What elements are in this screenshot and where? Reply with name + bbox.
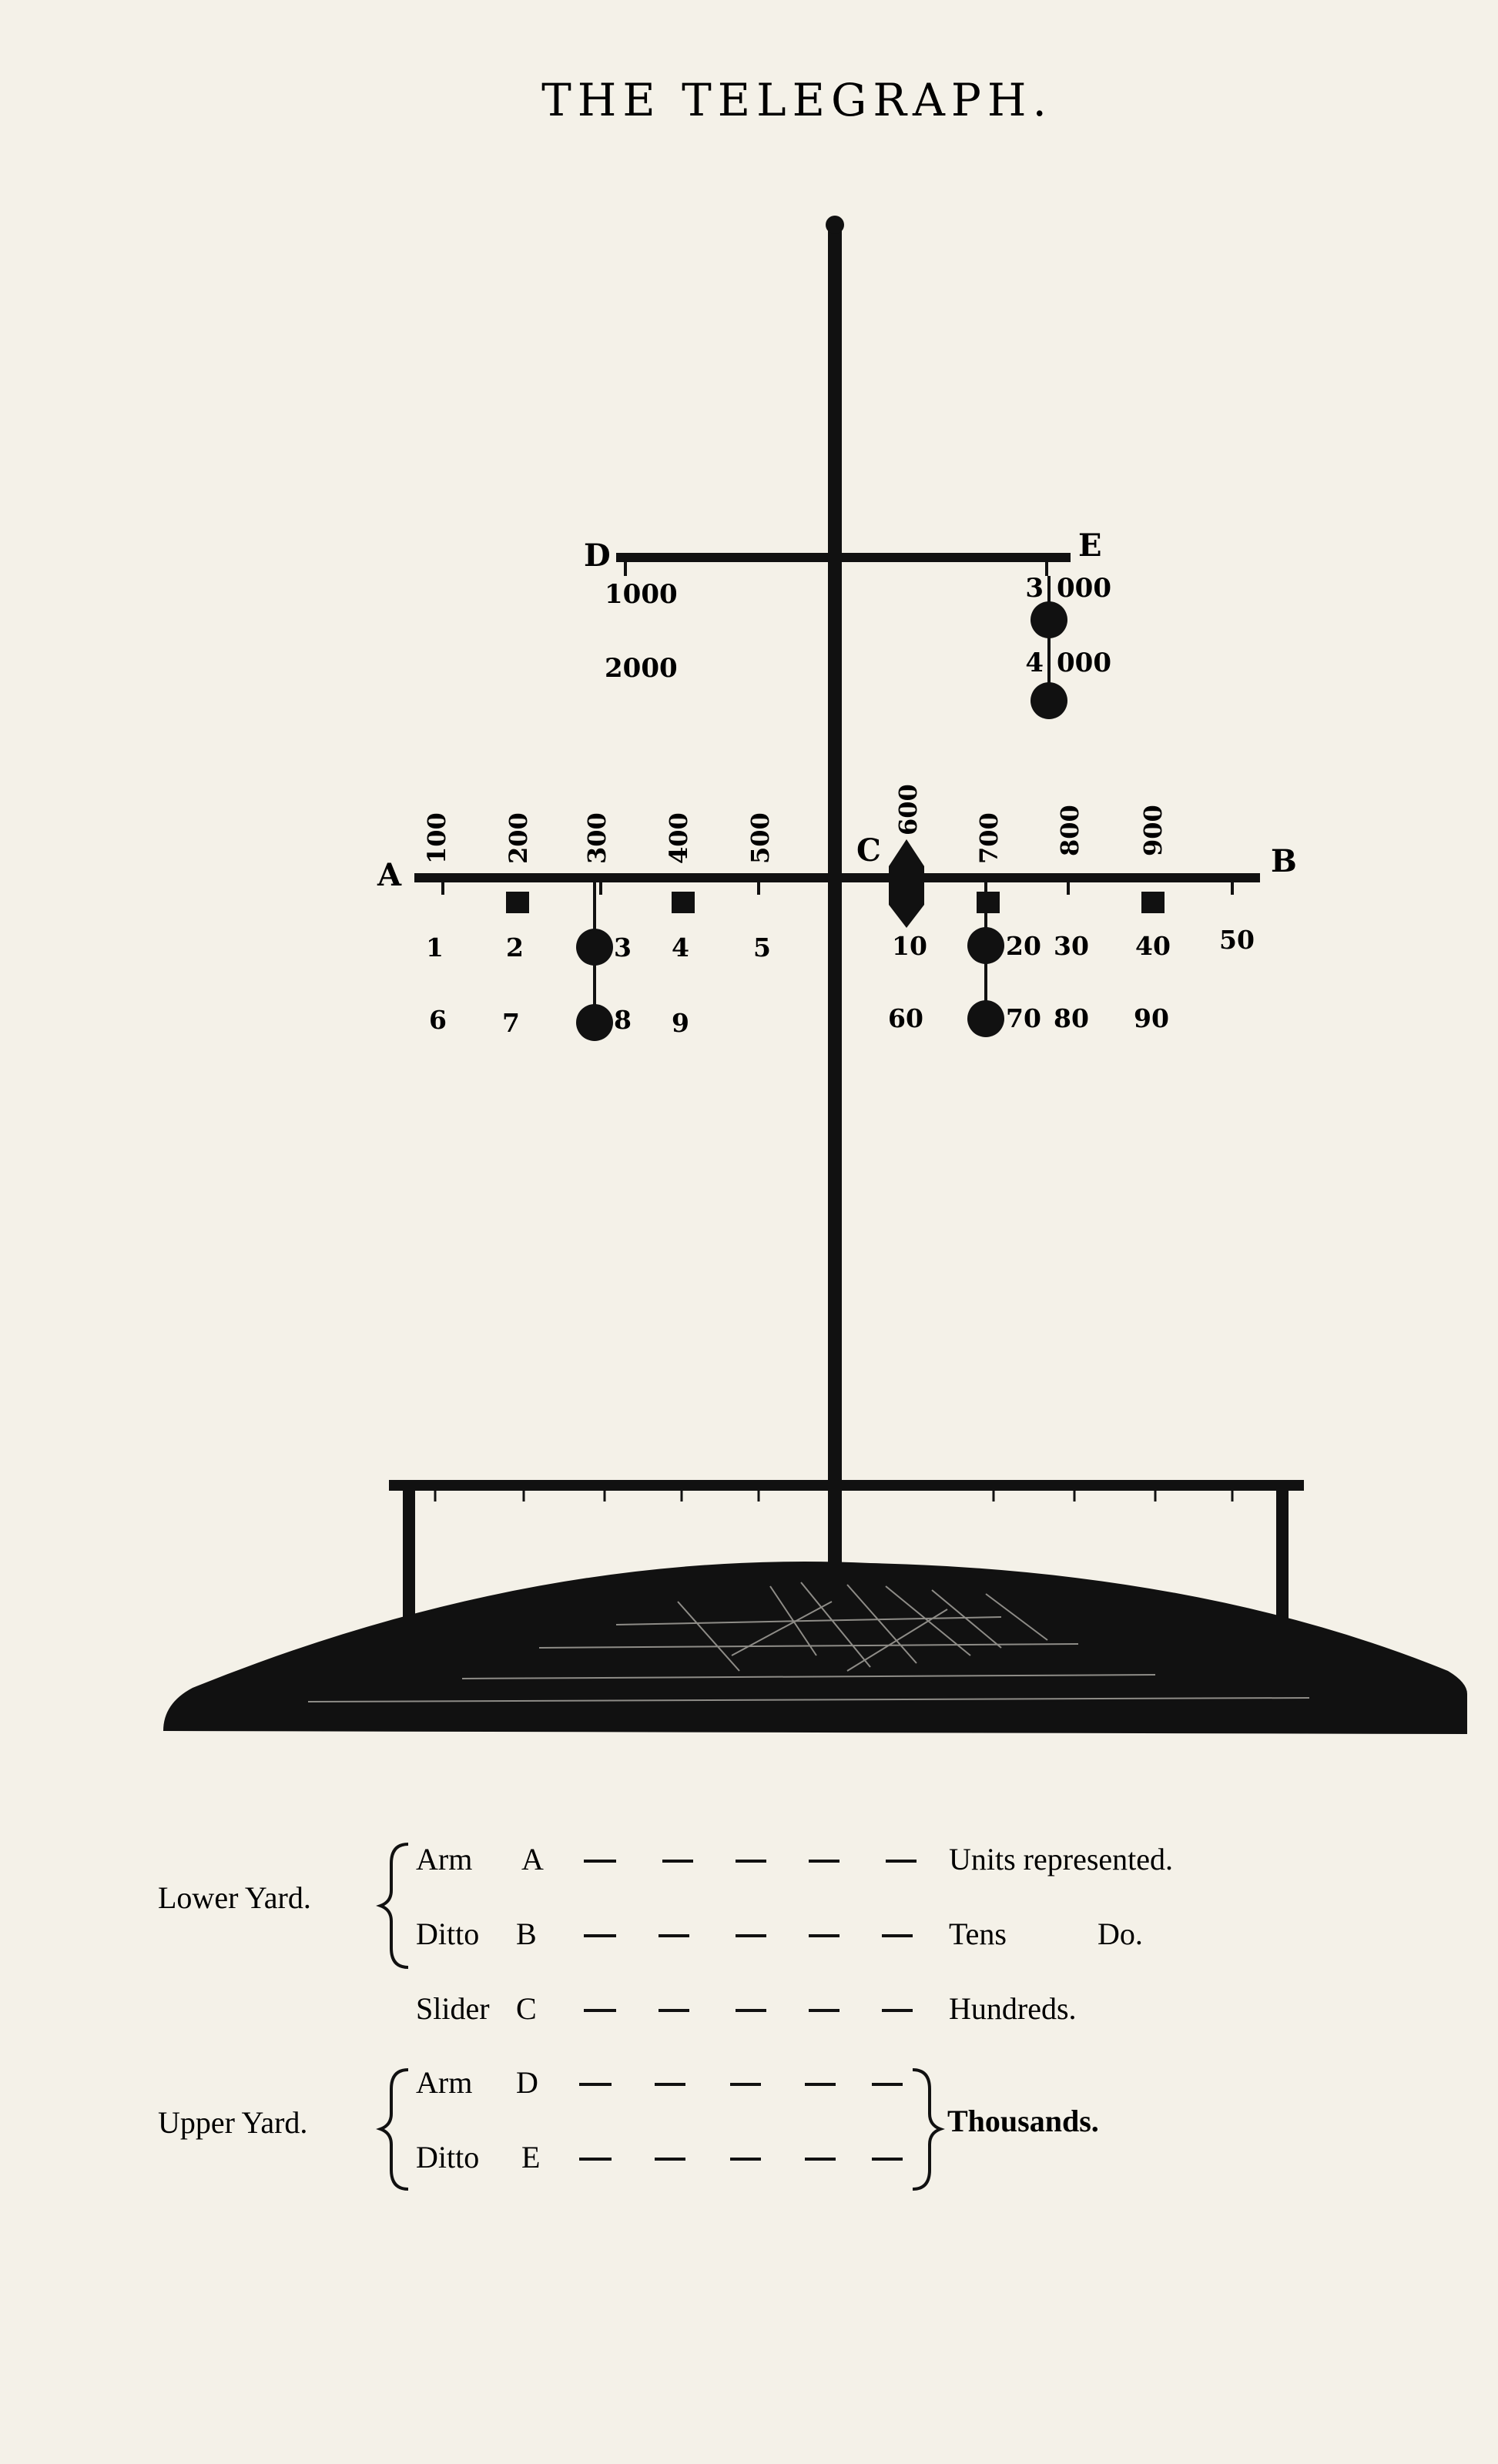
label-e: E xyxy=(1078,527,1102,564)
legend-dash-leaders xyxy=(579,1861,917,2159)
label-hundred: 700 xyxy=(974,812,1004,864)
label-ten: 30 xyxy=(1054,931,1089,961)
label-hundred: 900 xyxy=(1138,805,1168,856)
b-arm-ball-icon xyxy=(967,927,1004,964)
label-hundred: 500 xyxy=(746,812,775,864)
label-hundred: 300 xyxy=(582,812,612,864)
label-ten: 70 xyxy=(1006,1003,1041,1033)
label-a: A xyxy=(377,857,402,893)
label-unit: 8 xyxy=(614,1005,632,1035)
legend-upper-yard: Upper Yard. xyxy=(158,2105,308,2140)
legend-letter: E xyxy=(521,2140,541,2174)
label-ten: 90 xyxy=(1134,1003,1169,1033)
label-unit: 1 xyxy=(426,932,444,962)
label-hundred: 400 xyxy=(664,812,693,864)
label-ten: 80 xyxy=(1054,1003,1089,1033)
legend-letter: C xyxy=(516,1991,537,2026)
legend-part: Arm xyxy=(416,2065,473,2100)
label-ten: 10 xyxy=(892,931,927,961)
a-arm-marker-icon xyxy=(506,892,529,913)
mast xyxy=(826,216,844,1572)
label-hundred: 800 xyxy=(1055,805,1084,856)
a-arm-ball-icon xyxy=(576,1004,613,1041)
label-unit: 4 xyxy=(672,932,689,962)
thousands-brace-icon xyxy=(913,2070,940,2189)
label-unit: 6 xyxy=(429,1005,447,1035)
label-hundred: 100 xyxy=(422,812,451,864)
label-3: 3 xyxy=(1025,573,1044,604)
legend-meaning: Tens xyxy=(949,1917,1007,1951)
b-arm-marker-icon xyxy=(977,892,1000,913)
label-c: C xyxy=(856,832,881,869)
label-unit: 9 xyxy=(672,1008,689,1038)
label-1000: 1000 xyxy=(605,579,678,610)
e-arm-ball-icon xyxy=(1031,682,1067,719)
e-arm-ball-icon xyxy=(1031,601,1067,638)
legend-meaning: Units represented. xyxy=(949,1842,1174,1876)
slider-c-icon xyxy=(889,839,924,928)
label-hundred: 200 xyxy=(504,812,533,864)
legend-thousands: Thousands. xyxy=(947,2104,1099,2138)
legend-lower-yard: Lower Yard. xyxy=(158,1880,311,1915)
legend xyxy=(158,1842,1173,2189)
label-ten: 50 xyxy=(1219,925,1255,955)
label-4: 4 xyxy=(1025,648,1044,678)
label-unit: 5 xyxy=(753,932,771,962)
b-arm-ball-icon xyxy=(967,1000,1004,1037)
legend-extra: Do. xyxy=(1098,1917,1143,1951)
mast-finial-icon xyxy=(826,216,844,234)
legend-letter: B xyxy=(516,1917,537,1951)
label-unit: 7 xyxy=(502,1008,520,1038)
label-ten: 40 xyxy=(1135,931,1171,961)
label-ten: 20 xyxy=(1006,931,1041,961)
page-title: THE TELEGRAPH. xyxy=(541,74,1053,126)
label-b: B xyxy=(1271,843,1297,879)
legend-part: Ditto xyxy=(416,1917,480,1951)
label-4000-suffix: 000 xyxy=(1057,648,1111,678)
upper-yard-brace-icon xyxy=(380,2070,408,2189)
label-3000-suffix: 000 xyxy=(1057,573,1111,604)
legend-letter: D xyxy=(516,2065,538,2100)
legend-part: Slider xyxy=(416,1991,490,2026)
a-arm-marker-icon xyxy=(672,892,695,913)
legend-letter: A xyxy=(521,1842,544,1876)
a-arm-ball-icon xyxy=(576,929,613,966)
legend-meaning: Hundreds. xyxy=(949,1991,1077,2026)
hundreds-labels xyxy=(422,784,1168,864)
b-arm-marker-icon xyxy=(1141,892,1165,913)
label-ten: 60 xyxy=(888,1003,923,1033)
label-d: D xyxy=(584,537,611,574)
legend-part: Ditto xyxy=(416,2140,480,2174)
upper-yard xyxy=(584,527,1111,719)
label-hundred: 600 xyxy=(893,784,923,835)
label-2000: 2000 xyxy=(605,653,678,684)
label-unit: 3 xyxy=(614,932,632,962)
lower-yard-brace-icon xyxy=(380,1844,408,1967)
label-unit: 2 xyxy=(506,932,524,962)
legend-part: Arm xyxy=(416,1842,473,1876)
ground-mound xyxy=(163,1562,1467,1734)
tens-labels xyxy=(888,925,1255,1033)
